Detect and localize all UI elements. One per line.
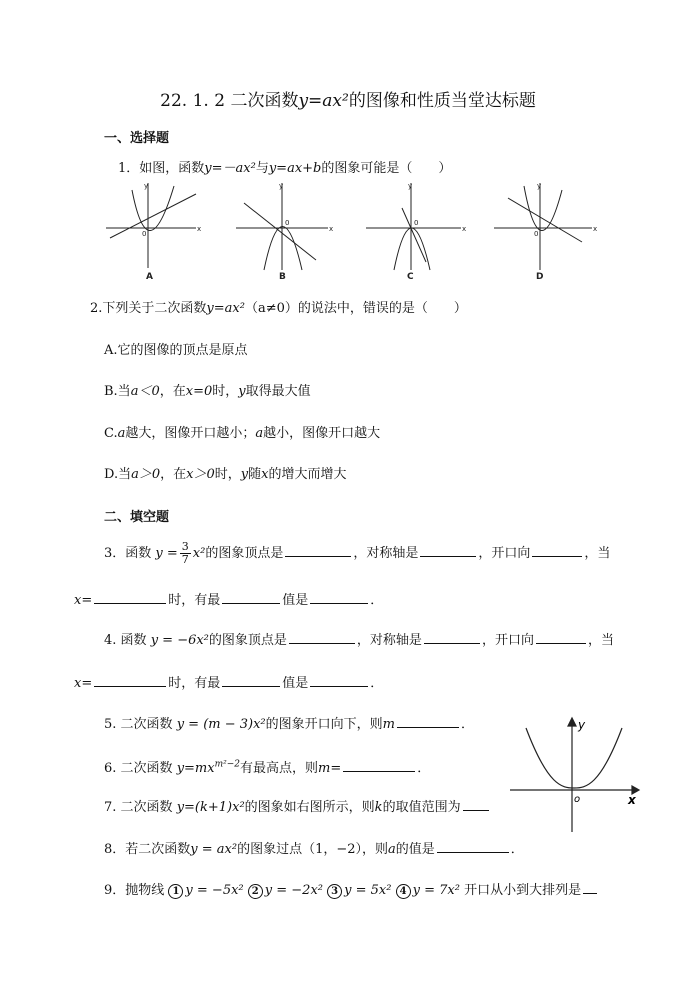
q2-b-cond2: x=0: [185, 384, 213, 399]
q9-item-1-number: 1: [168, 884, 183, 899]
question-9: [104, 879, 599, 899]
q3-lhs: y =: [155, 546, 178, 561]
q2-c-suffix: 越小，图像开口越大: [263, 426, 381, 441]
q3-axis-blank[interactable]: [420, 544, 476, 557]
q6-formula: y=mx: [176, 761, 215, 776]
q9-item-1-formula: y = −5x²: [185, 883, 244, 898]
q3-frac-num: 3: [181, 540, 189, 553]
q9-item-4-formula: y = 7x²: [412, 883, 460, 898]
q6-t1: 有最高点，则: [240, 761, 319, 776]
q3-vertex-blank[interactable]: [285, 544, 351, 557]
q4-line2-var: x=: [74, 676, 93, 691]
q7-formula: y=(k+1)x²: [176, 800, 245, 815]
q9-num: 9．抛物线: [104, 883, 165, 898]
q7-answer-blank[interactable]: [463, 798, 489, 811]
q2-b-suffix: 取得最大值: [245, 384, 311, 399]
q7-num: 7. 二次函数: [104, 800, 173, 815]
q9-item-3-formula: y = 5x²: [344, 883, 392, 898]
title-prefix: 22. 1. 2 二次函数: [160, 91, 299, 111]
q2-option-a-text: A.它的图像的顶点是原点: [104, 343, 248, 358]
q7-t1: 的图象如右图所示，则: [244, 800, 375, 815]
q3-var: x²: [192, 546, 206, 561]
q2-option-b: [104, 380, 311, 399]
graph-a-y-label: y: [144, 182, 149, 190]
graph-a: [106, 183, 196, 268]
q3-num: 3．函数: [104, 546, 152, 561]
graph-b-origin: 0: [285, 219, 290, 227]
graph-d-letter: D: [536, 272, 544, 280]
graph-d-y-label: y: [537, 182, 542, 190]
question-7: [104, 796, 491, 815]
q1-graphs: [96, 178, 606, 280]
q4-end: ．: [370, 676, 384, 691]
q3-maxmin-blank[interactable]: [222, 591, 280, 604]
q2-option-d: [104, 463, 347, 482]
q4-axis-blank[interactable]: [424, 631, 480, 644]
graph-c-origin: 0: [414, 219, 419, 227]
q7-graph-x-label: x: [628, 793, 636, 807]
graph-a-x-label: x: [197, 225, 202, 233]
q9-t1: 开口从小到大排列是: [464, 883, 582, 898]
q2-d-var: y: [240, 467, 249, 482]
q2-c-prefix: C.: [104, 426, 118, 441]
q9-item-2-formula: y = −2x²: [264, 883, 323, 898]
q9-item-4-number: 4: [396, 884, 411, 899]
q2-d-suffix: 的增大而增大: [268, 467, 347, 482]
q6-var: m=: [318, 761, 342, 776]
q5-num: 5. 二次函数: [104, 717, 173, 732]
q2-b-mid2: 时，: [212, 384, 239, 399]
graph-c-letter: C: [407, 272, 414, 280]
question-3-line-2: [74, 589, 383, 608]
q8-t2: 的值是: [395, 842, 435, 857]
graph-c-x-label: x: [462, 225, 467, 233]
page-title: [0, 86, 696, 111]
q2-stem-suffix: （a≠0）的说法中，错误的是（ ）: [244, 301, 467, 316]
question-8: [104, 838, 524, 857]
graph-b: [236, 183, 328, 270]
q1-suffix: 的图象可能是（ ）: [321, 161, 452, 176]
q1-prefix: 1．如图，函数: [118, 161, 205, 176]
q6-exponent: m²−2: [214, 759, 241, 770]
q2-b-var: y: [238, 384, 246, 399]
q2-c-var2: a: [255, 426, 264, 441]
graph-a-letter: A: [146, 272, 153, 280]
q8-num: 8．若二次函数: [104, 842, 191, 857]
q2-b-mid: ，在: [159, 384, 186, 399]
q3-value-blank[interactable]: [310, 591, 368, 604]
section-fill-heading: 二、填空题: [104, 510, 170, 525]
q5-var: m: [382, 717, 395, 732]
q4-x-blank[interactable]: [94, 674, 166, 687]
q1-mid: 与: [255, 161, 269, 176]
q8-var: a: [388, 842, 396, 857]
q2-d-mid2: 时，: [214, 467, 241, 482]
graph-a-origin: 0: [142, 230, 147, 238]
q9-item-3-number: 3: [327, 884, 342, 899]
q5-t1: 的图象开口向下，则: [265, 717, 383, 732]
q7-graph-y-label: y: [578, 718, 586, 732]
q2-d-mid: ，在: [160, 467, 187, 482]
q4-formula: y = −6x²: [150, 633, 209, 648]
question-4: [104, 629, 614, 648]
q7-graph: [506, 716, 641, 834]
q2-stem-prefix: 2.下列关于二次函数: [90, 301, 207, 316]
title-formula: y=ax²: [298, 91, 349, 111]
q4-value-blank[interactable]: [310, 674, 368, 687]
q2-b-prefix: B.当: [104, 384, 131, 399]
q3-frac-den: 7: [181, 553, 189, 566]
q8-answer-blank[interactable]: [437, 840, 509, 853]
q6-end: ．: [417, 761, 431, 776]
q6-num: 6. 二次函数: [104, 761, 173, 776]
graph-d-x-label: x: [593, 225, 598, 233]
graph-d-origin: 0: [534, 230, 539, 238]
q3-t4: ，当: [584, 546, 611, 561]
question-6: [104, 757, 430, 776]
q3-t5: 时，有最: [168, 593, 221, 608]
q2-b-cond: a＜0: [130, 384, 160, 399]
q2-d-mid3: 随: [248, 467, 262, 482]
q4-t5: 时，有最: [168, 676, 221, 691]
q3-direction-blank[interactable]: [532, 544, 582, 557]
q8-formula: y = ax²: [190, 842, 238, 857]
q1-formula-2: y=ax+b: [268, 161, 322, 176]
graph-c-y-label: y: [408, 182, 413, 190]
q4-t1: 的图象顶点是: [208, 633, 287, 648]
q3-end: ．: [370, 593, 384, 608]
q2-option-a: [104, 339, 248, 358]
q2-d-cond: a＞0: [131, 467, 161, 482]
q4-t2: ，对称轴是: [356, 633, 422, 648]
graph-d: [494, 183, 592, 270]
q7-var: k: [374, 800, 383, 815]
q2-d-prefix: D.当: [104, 467, 132, 482]
q2-d-cond2: x＞0: [186, 467, 215, 482]
title-suffix: 的图像和性质当堂达标题: [348, 91, 536, 111]
question-2: [90, 297, 467, 316]
question-1: [118, 157, 451, 176]
q4-t3: ，开口向: [481, 633, 534, 648]
q3-t1: 的图象顶点是: [205, 546, 284, 561]
q3-t6: 值是: [282, 593, 309, 608]
q4-num: 4. 函数: [104, 633, 147, 648]
q3-fraction: [180, 541, 191, 566]
question-4-line-2: [74, 672, 383, 691]
q9-answer-blank[interactable]: [583, 881, 597, 894]
q2-option-c: [104, 422, 380, 441]
q2-stem-formula: y=ax²: [206, 301, 245, 316]
q7-graph-origin: o: [574, 794, 581, 805]
q7-t2: 的取值范围为: [382, 800, 461, 815]
graph-b-letter: B: [279, 272, 286, 280]
graph-b-y-label: y: [279, 182, 284, 190]
q1-formula-1: y=－ax²: [204, 161, 256, 176]
q5-answer-blank[interactable]: [397, 715, 459, 728]
q4-vertex-blank[interactable]: [289, 631, 355, 644]
question-3: [104, 541, 610, 566]
question-5: [104, 713, 474, 732]
q4-t4: ，当: [587, 633, 614, 648]
q3-x-blank[interactable]: [94, 591, 166, 604]
q3-t2: ，对称轴是: [353, 546, 419, 561]
q8-t1: 的图象过点（1，−2），则: [237, 842, 389, 857]
q9-item-2-number: 2: [248, 884, 263, 899]
q8-end: ．: [510, 842, 524, 857]
q3-line2-var: x=: [74, 593, 93, 608]
graph-b-x-label: x: [329, 225, 334, 233]
q3-t3: ，开口向: [478, 546, 531, 561]
q4-t6: 值是: [282, 676, 309, 691]
q2-c-var1: a: [117, 426, 126, 441]
q5-end: ．: [460, 717, 474, 732]
q4-direction-blank[interactable]: [536, 631, 586, 644]
q2-d-var2: x: [261, 467, 269, 482]
q6-answer-blank[interactable]: [343, 759, 415, 772]
q4-maxmin-blank[interactable]: [222, 674, 280, 687]
q2-c-mid: 越大，图像开口越小；: [125, 426, 256, 441]
q5-formula: y = (m − 3)x²: [176, 717, 266, 732]
section-choice-heading: 一、选择题: [104, 131, 170, 146]
